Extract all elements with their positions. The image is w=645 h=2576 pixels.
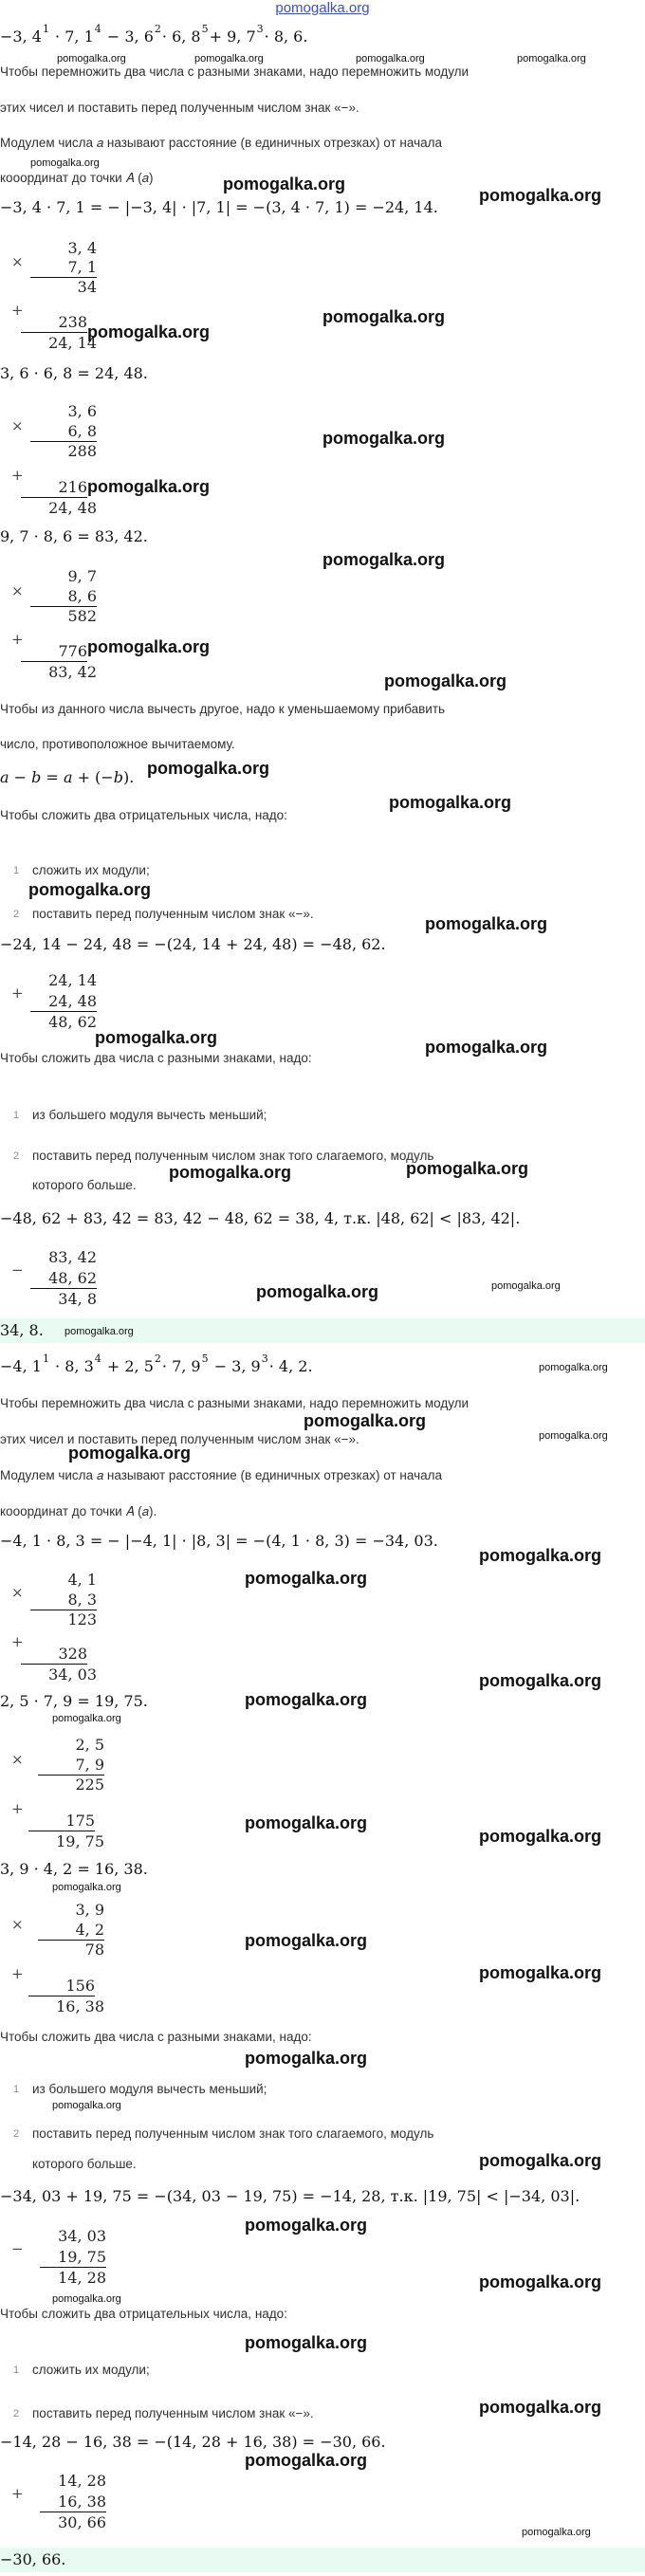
col-result: 16, 38 xyxy=(56,1997,104,2015)
rule-multiply-line1: Чтобы перемножить два числа с разными знаками, надо перемножить модули xyxy=(0,64,470,79)
list-index: 1 xyxy=(13,2364,20,2376)
list-item: поставить перед полученным числом знак того слагаемого, модуль xyxy=(32,2126,434,2141)
watermark-logo: pomogalka.org xyxy=(356,53,425,64)
col-result: 48, 62 xyxy=(48,1013,97,1031)
list-index: 2 xyxy=(13,1150,20,1162)
col-partial: 78 xyxy=(84,1941,104,1959)
task-expression-1: −3, $4^1 \cdot 7$, $1^4 - 3$, $6^2\cdot 6$, $8^5+ 9$, $7^3\cdot 8$, 6. xyxy=(0,23,308,46)
col-factor: 4, 2 xyxy=(38,1921,104,1941)
rule-subtract-line2: число, противоположное вычитаемому. xyxy=(0,737,235,751)
watermark-logo: pomogalka.org xyxy=(87,477,211,496)
list-item: сложить их модули; xyxy=(32,2363,150,2377)
watermark-logo: pomogalka.org xyxy=(322,307,446,326)
plus-sign: + xyxy=(11,467,24,484)
col-term: 83, 42 xyxy=(48,1248,97,1266)
col-partial: 582 xyxy=(67,607,97,625)
col-factor: 9, 7 xyxy=(67,567,97,585)
col-term: 34, 03 xyxy=(58,2227,106,2245)
watermark-logo: pomogalka.org xyxy=(406,1159,529,1178)
col-partial: 328 xyxy=(21,1645,87,1665)
col-term: 24, 14 xyxy=(48,971,97,989)
watermark-logo: pomogalka.org xyxy=(384,672,507,690)
col-factor: 3, 9 xyxy=(75,1901,104,1919)
col-factor: 4, 1 xyxy=(67,1571,97,1589)
list-item: сложить их модули; xyxy=(32,863,150,877)
col-result: 19, 75 xyxy=(56,1832,104,1850)
watermark-logo: pomogalka.org xyxy=(479,186,602,205)
watermark-logo: pomogalka.org xyxy=(245,2049,368,2068)
col-result: 14, 28 xyxy=(58,2269,106,2287)
rule-negatives: Чтобы сложить два отрицательных числа, надо: xyxy=(0,808,287,822)
col-result: 34, 8 xyxy=(58,1290,97,1308)
col-result: 24, 48 xyxy=(48,499,97,517)
list-index: 2 xyxy=(13,909,20,920)
col-partial: 156 xyxy=(28,1977,95,1996)
watermark-logo: pomogalka.org xyxy=(52,1713,121,1724)
equation-10: −14, 28 − 16, 38 = −(14, 28 + 16, 38) = −30, 66. xyxy=(0,2433,386,2451)
equation-9: −34, 03 + 19, 75 = −(34, 03 − 19, 75) = −14, 28, т.к. |19, 75| < |−34, 03|. xyxy=(0,2187,580,2205)
equation-2: 3, 6 · 6, 8 = 24, 48. xyxy=(0,364,148,382)
rule-multiply-line2: этих чисел и поставить перед полученным числом знак «−». xyxy=(0,1432,359,1446)
watermark-logo: pomogalka.org xyxy=(28,880,152,899)
watermark-logo: pomogalka.org xyxy=(194,53,264,64)
watermark-logo: pomogalka.org xyxy=(245,1813,368,1832)
watermark-logo: pomogalka.org xyxy=(479,2151,602,2170)
times-sign: × xyxy=(11,1584,24,1601)
times-sign: × xyxy=(11,1916,24,1933)
col-factor: 2, 5 xyxy=(75,1736,104,1754)
list-index: 1 xyxy=(13,2084,20,2095)
watermark-logo: pomogalka.org xyxy=(169,1163,292,1182)
watermark-logo: pomogalka.org xyxy=(539,1430,608,1442)
watermark-logo: pomogalka.org xyxy=(322,429,446,448)
watermark-logo: pomogalka.org xyxy=(87,637,211,656)
watermark-logo: pomogalka.org xyxy=(425,1038,548,1057)
col-term: 19, 75 xyxy=(40,2248,106,2268)
col-factor: 7, 1 xyxy=(30,258,97,278)
list-index: 2 xyxy=(13,2408,20,2420)
times-sign: × xyxy=(11,582,24,599)
col-partial: 225 xyxy=(75,1776,104,1794)
watermark-logo: pomogalka.org xyxy=(52,2293,121,2305)
watermark-logo: pomogalka.org xyxy=(479,1963,602,1982)
watermark-logo: pomogalka.org xyxy=(322,550,446,569)
watermark-logo: pomogalka.org xyxy=(52,2100,121,2111)
plus-sign: + xyxy=(11,1965,24,1982)
list-item: поставить перед полученным числом знак того слагаемого, модуль xyxy=(32,1149,434,1163)
watermark-logo: pomogalka.org xyxy=(147,759,270,778)
equation-6: −4, 1 · 8, 3 = − |−4, 1| · |8, 3| = −(4, 1 · 8, 3) = −34, 03. xyxy=(0,1532,438,1550)
watermark-logo: pomogalka.org xyxy=(304,1411,427,1430)
col-factor: 3, 4 xyxy=(67,239,97,257)
col-partial: 238 xyxy=(21,313,87,333)
watermark-logo: pomogalka.org xyxy=(245,1931,368,1950)
equation-7: 2, 5 · 7, 9 = 19, 75. xyxy=(0,1692,148,1710)
equation-3: 9, 7 · 8, 6 = 83, 42. xyxy=(0,527,148,545)
answer-2: −30, 66. xyxy=(0,2550,66,2568)
watermark-logo: pomogalka.org xyxy=(479,1546,602,1565)
watermark-logo: pomogalka.org xyxy=(245,2216,368,2235)
equation-4: −24, 14 − 24, 48 = −(24, 14 + 24, 48) = −48, 62. xyxy=(0,935,386,953)
list-item: поставить перед полученным числом знак «−». xyxy=(32,2406,314,2420)
rule-multiply-line2: этих чисел и поставить перед полученным числом знак «−». xyxy=(0,101,359,115)
col-partial: 776 xyxy=(21,642,87,662)
rule-different-signs: Чтобы сложить два числа с разными знаками, надо: xyxy=(0,2030,312,2044)
rule-modulus-line2: кооординат до точки 𝐴 (𝑎) xyxy=(0,171,154,185)
watermark-logo: pomogalka.org xyxy=(87,322,211,341)
col-partial: 123 xyxy=(67,1610,97,1628)
col-factor: 8, 3 xyxy=(30,1591,97,1610)
list-item: из большего модуля вычесть меньший; xyxy=(32,2082,267,2096)
rule-modulus-line2: кооординат до точки 𝐴 (𝑎). xyxy=(0,1504,157,1518)
watermark-logo: pomogalka.org xyxy=(425,914,548,933)
rule-subtract-line1: Чтобы из данного числа вычесть другое, надо к уменьшаемому прибавить xyxy=(0,702,446,716)
watermark-logo: pomogalka.org xyxy=(245,2333,368,2352)
watermark-logo: pomogalka.org xyxy=(389,793,512,812)
col-factor: 8, 6 xyxy=(30,587,97,607)
col-term: 16, 38 xyxy=(40,2493,106,2512)
watermark-logo: pomogalka.org xyxy=(95,1028,218,1047)
watermark-logo: pomogalka.org xyxy=(479,1827,602,1846)
minus-sign: − xyxy=(11,1261,24,1279)
col-result: 34, 03 xyxy=(48,1665,97,1684)
list-index: 2 xyxy=(13,2128,20,2140)
times-sign: × xyxy=(11,1751,24,1768)
task-expression-2: −4, $1^1 \cdot 8$, $3^4 + 2$, $5^2\cdot 7$, $9^5 - 3$, $9^3\cdot 4$, 2. xyxy=(0,1352,313,1375)
watermark-logo: pomogalka.org xyxy=(517,53,586,64)
watermark-logo: pomogalka.org xyxy=(245,2451,368,2470)
answer-1: 34, 8. xyxy=(0,1321,44,1339)
col-factor: 7, 9 xyxy=(38,1756,104,1776)
watermark-logo: pomogalka.org xyxy=(491,1280,561,1292)
watermark-logo: pomogalka.org xyxy=(57,53,126,64)
watermark-logo: pomogalka.org xyxy=(68,1444,192,1463)
list-item-continued: которого больше. xyxy=(32,2157,137,2171)
list-item-continued: которого больше. xyxy=(32,1178,137,1192)
watermark-logo: pomogalka.org xyxy=(245,1569,368,1588)
list-index: 1 xyxy=(13,1110,20,1121)
watermark-logo: pomogalka.org xyxy=(223,175,346,193)
rule-modulus-line1: Модулем числа 𝑎 называют расстояние (в единичных отрезках) от начала xyxy=(0,1468,443,1482)
col-partial: 288 xyxy=(67,442,97,460)
col-partial: 175 xyxy=(28,1812,95,1831)
plus-sign: + xyxy=(11,2485,24,2502)
col-result: 30, 66 xyxy=(58,2513,106,2531)
plus-sign: + xyxy=(11,1800,24,1817)
list-item: из большего модуля вычесть меньший; xyxy=(32,1108,267,1122)
col-term: 24, 48 xyxy=(30,992,97,1012)
equation-8: 3, 9 · 4, 2 = 16, 38. xyxy=(0,1860,148,1878)
col-factor: 3, 6 xyxy=(67,402,97,420)
rule-multiply-line1: Чтобы перемножить два числа с разными знаками, надо перемножить модули xyxy=(0,1396,470,1410)
col-term: 14, 28 xyxy=(58,2472,106,2490)
watermark-logo: pomogalka.org xyxy=(64,1326,134,1337)
watermark-logo: pomogalka.org xyxy=(479,2398,602,2417)
equation-5: −48, 62 + 83, 42 = 83, 42 − 48, 62 = 38, 4, т.к. |48, 62| < |83, 42|. xyxy=(0,1209,521,1227)
times-sign: × xyxy=(11,253,24,270)
col-result: 24, 14 xyxy=(48,334,97,352)
watermark-logo: pomogalka.org xyxy=(539,1362,608,1373)
col-partial: 34 xyxy=(77,278,97,296)
col-term: 48, 62 xyxy=(30,1269,97,1289)
rule-modulus-line1: Модулем числа 𝑎 называют расстояние (в единичных отрезках) от начала xyxy=(0,136,443,150)
watermark-logo: pomogalka.org xyxy=(245,1690,368,1709)
list-item: поставить перед полученным числом знак «−». xyxy=(32,907,314,921)
watermark-logo: pomogalka.org xyxy=(30,157,100,169)
plus-sign: + xyxy=(11,984,24,1002)
minus-sign: − xyxy=(11,2240,24,2257)
plus-sign: + xyxy=(11,631,24,648)
watermark-logo: pomogalka.org xyxy=(479,1671,602,1690)
watermark-logo: pomogalka.org xyxy=(256,1282,379,1301)
rule-different-signs: Чтобы сложить два числа с разными знаками, надо: xyxy=(0,1051,312,1065)
plus-sign: + xyxy=(11,302,24,319)
list-index: 1 xyxy=(13,865,20,876)
plus-sign: + xyxy=(11,1633,24,1650)
watermark-logo: pomogalka.org xyxy=(479,2272,602,2291)
equation-1: −3, 4 · 7, 1 = − |−3, 4| · |7, 1| = −(3, 4 · 7, 1) = −24, 14. xyxy=(0,198,438,216)
times-sign: × xyxy=(11,417,24,434)
col-factor: 6, 8 xyxy=(30,422,97,442)
rule-negatives: Чтобы сложить два отрицательных числа, надо: xyxy=(0,2307,287,2321)
col-partial: 216 xyxy=(21,478,87,498)
watermark-logo: pomogalka.org xyxy=(52,1882,121,1893)
watermark-logo: pomogalka.org xyxy=(522,2527,591,2538)
col-result: 83, 42 xyxy=(48,663,97,681)
equation-subtract: 𝑎 − 𝑏 = 𝑎 + (−𝑏). xyxy=(0,768,135,786)
site-brand-link[interactable]: pomogalka.org xyxy=(275,0,370,16)
